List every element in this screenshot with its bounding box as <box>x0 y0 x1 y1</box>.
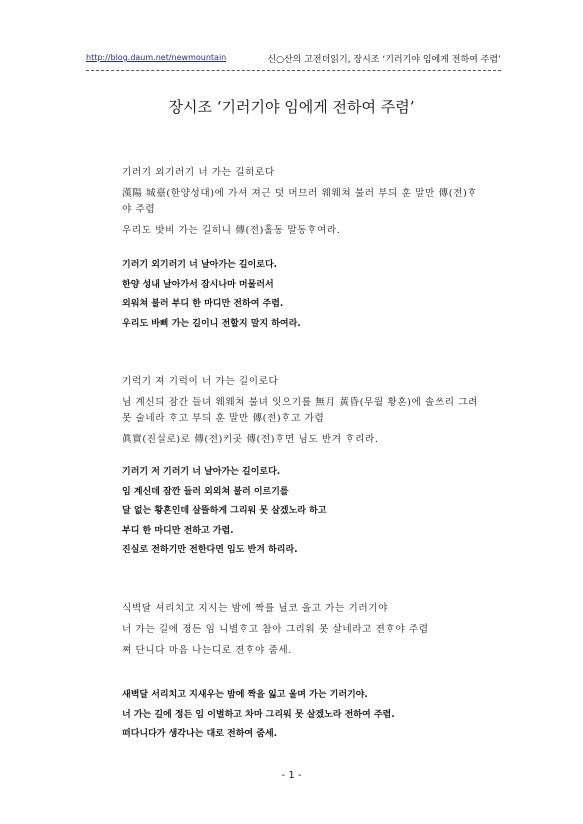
poem-1-modern-line-2: 한양 성내 날아가서 잠시나마 머물러서 <box>122 279 274 290</box>
poem-2-modern <box>122 465 482 563</box>
poem-1-modern-line-1: 기러기 외기러기 너 날아가는 길이로다. <box>122 260 278 270</box>
poem-2-original-line-1: 기럭기 져 기럭이 너 가는 길이로다 <box>122 376 279 387</box>
poem-3-modern <box>122 688 482 747</box>
poem-2-original-line-2: 님 계신듸 잠간 들녀 웨웨쳐 불녀 잇으기를 無月 黃昏(무월 황혼)에 솔쓰리 그려 못 술네라 ᄒᆞ고 부듸 훈 말만 傳(전)ᄒᆞ고 가렴 <box>122 397 479 424</box>
poem-1-original-line-3: 우리도 밧비 가는 길히니 傳(전)홀동 말동ᄒᆞ여라. <box>122 225 341 236</box>
poem-2-modern-line-2: 임 계신데 잠깐 들러 외외쳐 불러 이르기를 <box>122 486 289 497</box>
poem-2-modern-line-5: 진실로 전하기만 전한다면 임도 반겨 하리라. <box>122 545 298 555</box>
poem-1-original-line-2: 漢陽 城臺(한양성대)에 가셔 져근 덧 머므러 웨웨쳐 불러 부듸 훈 말만 傳(전)ᄒᆞ야 주렴 <box>122 188 478 215</box>
poem-1-original-line-1: 기러기 외기러기 너 가는 길히로다 <box>122 167 275 178</box>
poem-3-modern-line-3: 떠다니다가 생각나는 대로 전하여 줌세. <box>122 729 278 739</box>
poem-1-modern-line-3: 외워쳐 불러 부디 한 마디만 전하여 주렴. <box>122 299 284 309</box>
poem-3-original-line-3: 쪄 단니다 마음 나는디로 젼ᄒᆞ야 줌세. <box>122 645 292 656</box>
poem-1-modern <box>122 258 482 336</box>
page-header <box>86 47 501 67</box>
header-divider <box>86 70 501 71</box>
poem-2-original <box>122 374 482 453</box>
poem-3-original-line-2: 너 가는 길에 졍든 임 니별ᄒᆞ고 참아 그리워 못 살네라고 젼ᄒᆞ야 주렴 <box>122 624 429 635</box>
poem-2-modern-line-3: 달 없는 황혼인데 살뜰하게 그리워 못 살겠노라 하고 <box>122 506 327 516</box>
poem-2-modern-line-1: 기러기 저 기러기 너 날아가는 길이로다. <box>122 467 281 477</box>
poem-2-modern-line-4: 부디 한 마디만 전하고 가렴. <box>122 525 234 536</box>
poem-3-modern-line-2: 너 가는 길에 정든 임 이별하고 차마 그리워 못 살겠노라 전하여 주렴. <box>122 709 395 720</box>
header-title: 신○산의 고전더읽기, 장시조 ‘기러기야 임에게 전하여 주렴’ <box>267 55 501 65</box>
poem-3-original <box>122 601 482 664</box>
poem-1-modern-line-4: 우리도 바삐 가는 길이니 전할지 말지 하여라. <box>122 318 301 329</box>
page-number: - 1 - <box>281 770 302 781</box>
blog-url-link[interactable]: http://blog.daum.net/newmountain <box>86 53 227 62</box>
poem-3-modern-line-1: 새벽달 서리치고 지새우는 밤에 짝을 잃고 울며 가는 기러기야. <box>122 690 368 700</box>
poem-3-original-line-1: 식벽달 셔리치고 지시는 밤에 짝를 닐코 올고 가는 기러기야 <box>122 603 389 614</box>
poem-1-original <box>122 165 482 244</box>
poem-2-original-line-3: 眞實(진실로)로 傳(전)키곳 傳(전)ᄒᆞ면 님도 반겨 ᄒᆞ리라. <box>122 434 379 445</box>
document-title: 장시조 ‘기러기야 임에게 전하여 주렴’ <box>168 98 415 116</box>
